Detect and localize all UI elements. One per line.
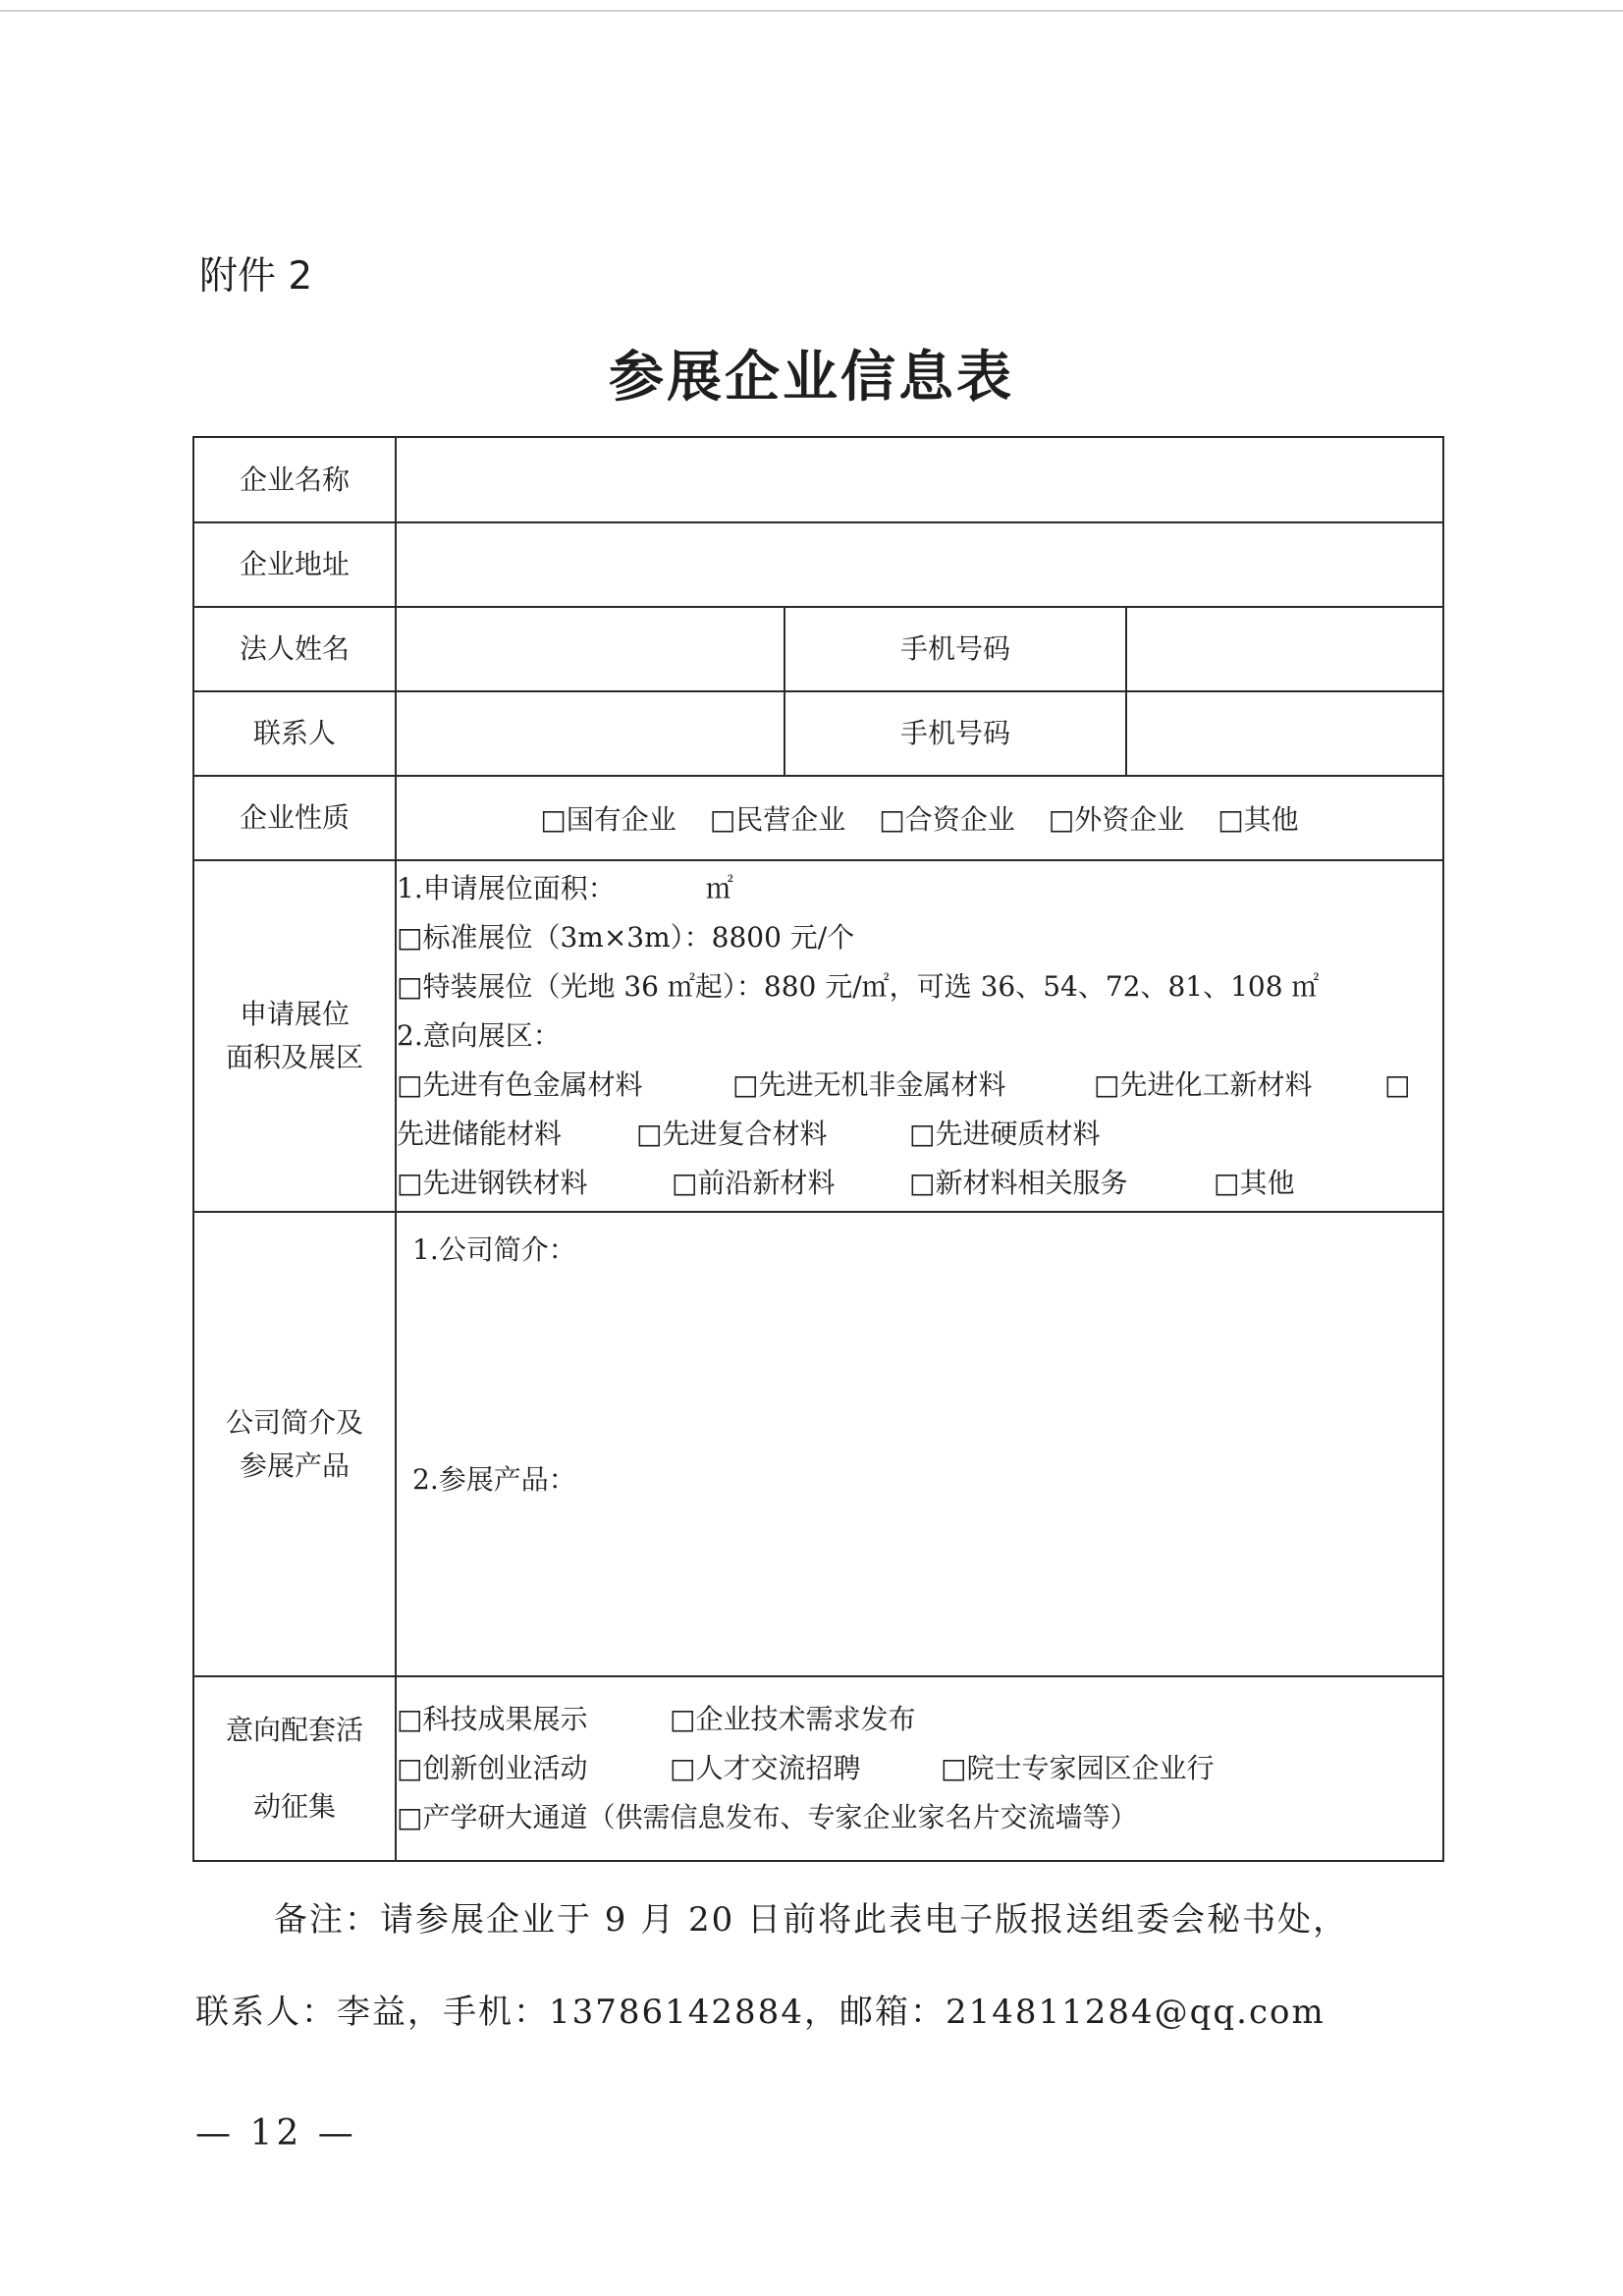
company-nature-label: 企业性质 [193, 776, 396, 860]
company-address-label: 企业地址 [193, 522, 396, 607]
page-number: — 12 — [195, 2113, 357, 2154]
nature-option-foreign[interactable]: □外资企业 [1048, 803, 1185, 836]
intro-label-line2: 参展产品 [239, 1449, 350, 1482]
products-section-label: 2.参展产品： [412, 1463, 576, 1496]
booth-label-line2: 面积及展区 [225, 1041, 363, 1073]
row-legal-person [193, 607, 1443, 691]
activities-label-line1: 意向配套活 [225, 1714, 363, 1746]
activity-option-tech-demand[interactable]: □企业技术需求发布 [670, 1703, 916, 1735]
booth-content [396, 860, 1443, 1212]
products-field[interactable] [412, 1517, 1394, 1645]
special-booth-option[interactable]: □特装展位（光地 36 ㎡起）：880 元/㎡，可选 36、54、72、81、108 ㎡ [397, 970, 1320, 1003]
activities-label [193, 1676, 396, 1861]
legal-person-phone-field[interactable] [1126, 607, 1443, 691]
company-address-field[interactable] [396, 522, 1443, 607]
zone-option-chemical[interactable]: □先进化工新材料 [1094, 1068, 1313, 1101]
activity-option-talent[interactable]: □人才交流招聘 [670, 1752, 861, 1784]
contact-field[interactable] [396, 691, 784, 776]
contact-phone-field[interactable] [1126, 691, 1443, 776]
row-company-nature [193, 776, 1443, 860]
exhibitor-info-form [192, 436, 1444, 1862]
nature-option-private[interactable]: □民营企业 [709, 803, 846, 836]
legal-person-label: 法人姓名 [193, 607, 396, 691]
zone-option-composite[interactable]: □先进复合材料 [636, 1118, 828, 1150]
annex-label: 附件 2 [199, 254, 313, 299]
zone-option-hard[interactable]: □先进硬质材料 [909, 1118, 1101, 1150]
intro-label-line1: 公司简介及 [225, 1405, 363, 1439]
booth-label [193, 860, 396, 1212]
legal-person-phone-label: 手机号码 [784, 607, 1126, 691]
zone-option-inorganic[interactable]: □先进无机非金属材料 [732, 1068, 1006, 1101]
activity-option-industry-academia[interactable]: □产学研大通道（供需信息发布、专家企业家名片交流墙等） [397, 1801, 1138, 1833]
contact-label: 联系人 [193, 691, 396, 776]
row-company-address [193, 522, 1443, 607]
company-name-field[interactable] [396, 437, 1443, 522]
booth-label-line1: 申请展位 [239, 998, 350, 1030]
page-title: 参展企业信息表 [609, 345, 1014, 410]
row-company-intro [193, 1212, 1443, 1676]
zone-option-energy-storage-checkbox[interactable]: □ [1384, 1068, 1411, 1101]
booth-area-label: 1.申请展位面积： [397, 872, 616, 904]
row-contact [193, 691, 1443, 776]
intro-label [193, 1212, 396, 1676]
standard-booth-option[interactable]: □标准展位（3m×3m）：8800 元/个 [397, 921, 855, 954]
intro-content [396, 1212, 1443, 1676]
nature-option-joint-venture[interactable]: □合资企业 [879, 803, 1015, 836]
zone-option-energy-storage[interactable]: 先进储能材料 [397, 1118, 563, 1150]
contact-phone-label: 手机号码 [784, 691, 1126, 776]
intro-field[interactable] [412, 1329, 1394, 1417]
footnote-line2: 联系人：李益，手机：13786142884，邮箱：214811284@qq.com [195, 1993, 1325, 2032]
intro-section-label: 1.公司简介： [412, 1233, 576, 1266]
activities-content [396, 1676, 1443, 1861]
zone-option-frontier[interactable]: □前沿新材料 [672, 1167, 836, 1199]
nature-option-state-owned[interactable]: □国有企业 [540, 803, 676, 836]
activity-option-achievements[interactable]: □科技成果展示 [397, 1703, 588, 1735]
zone-option-nonferrous[interactable]: □先进有色金属材料 [397, 1068, 643, 1101]
company-name-label: 企业名称 [193, 437, 396, 522]
row-booth [193, 860, 1443, 1212]
page-top-rule [0, 10, 1623, 12]
activity-option-innovation[interactable]: □创新创业活动 [397, 1752, 588, 1784]
activity-option-academician-tour[interactable]: □院士专家园区企业行 [941, 1752, 1215, 1784]
company-nature-options [396, 776, 1443, 860]
nature-option-other[interactable]: □其他 [1217, 803, 1299, 836]
zone-option-other[interactable]: □其他 [1214, 1167, 1295, 1199]
zone-label: 2.意向展区： [397, 1019, 561, 1052]
row-activities [193, 1676, 1443, 1861]
booth-area-unit: ㎡ [705, 872, 733, 904]
footnote [195, 1874, 1442, 2058]
zone-option-steel[interactable]: □先进钢铁材料 [397, 1167, 588, 1199]
zone-option-services[interactable]: □新材料相关服务 [909, 1167, 1128, 1199]
legal-person-field[interactable] [396, 607, 784, 691]
activities-label-line2: 动征集 [252, 1790, 336, 1823]
footnote-line1: 备注：请参展企业于 9 月 20 日前将此表电子版报送组委会秘书处， [274, 1900, 1349, 1940]
row-company-name [193, 437, 1443, 522]
